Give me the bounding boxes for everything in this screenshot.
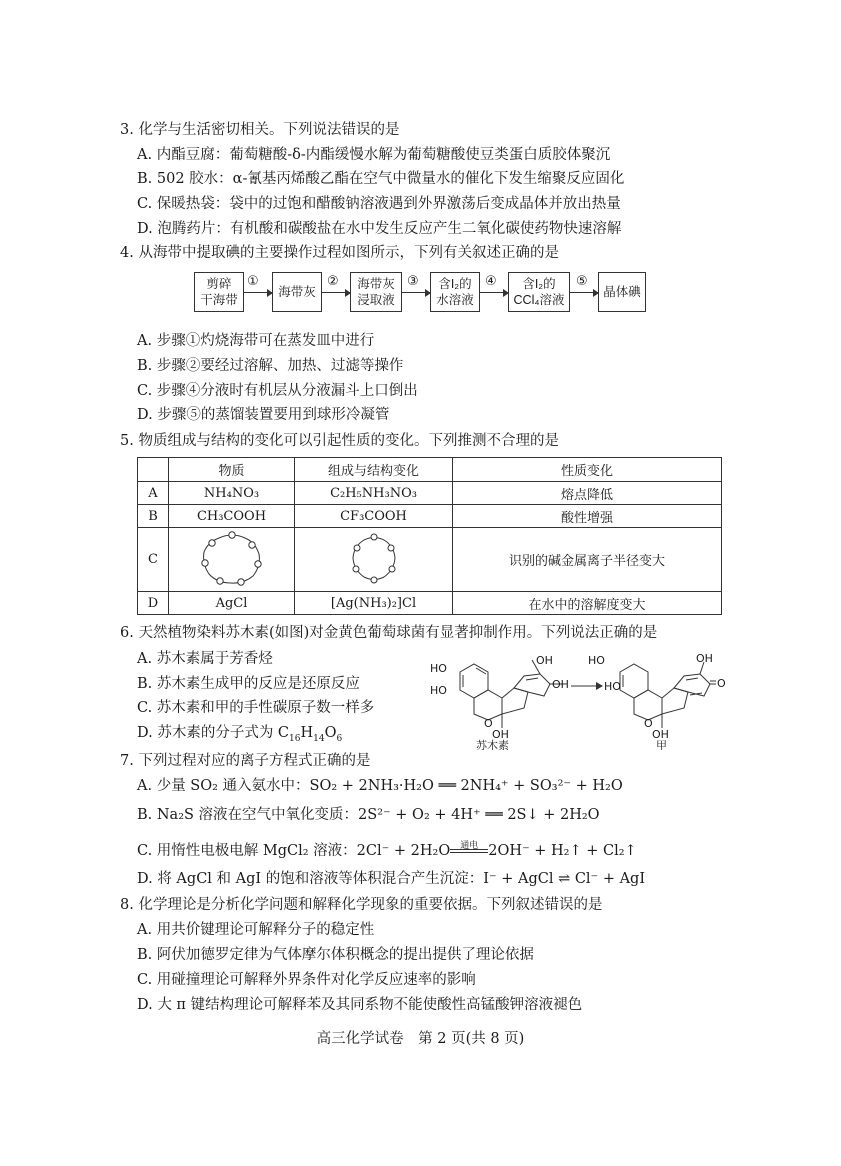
table-row xyxy=(138,528,722,592)
q7-option-d: D. 将 AgCl 和 AgI 的饱和溶液等体积混合产生沉淀：I⁻ + AgCl ⇌ Cl⁻ + AgI xyxy=(137,871,646,887)
row-label: C xyxy=(138,528,169,592)
row-change: CF₃COOH xyxy=(295,505,453,528)
row-substance: AgCl xyxy=(169,592,295,615)
row-property: 在水中的溶解度变大 xyxy=(453,592,722,615)
row-change: C₂H₅NH₃NO₃ xyxy=(295,482,453,505)
q7-option-c: C. 用惰性电极电解 MgCl₂ 溶液：2Cl⁻ + 2H₂O 通电 2OH⁻ + H₂↑ + Cl₂↑ xyxy=(137,842,637,860)
row-property: 熔点降低 xyxy=(453,482,722,505)
brazilin-structure xyxy=(460,660,564,728)
table-header: 物质 xyxy=(169,458,295,482)
q3-option-a: A. 内酯豆腐：葡萄糖酸-δ-内酯缓慢水解为葡萄糖酸使豆类蛋白质胶体聚沉 xyxy=(137,147,611,163)
oh-label: OH xyxy=(492,728,509,741)
row-substance: NH₄NO₃ xyxy=(169,482,295,505)
q3-option-d: D. 泡腾药片：有机酸和碳酸盐在水中发生反应产生二氧化碳使药物快速溶解 xyxy=(137,221,622,237)
flow-step-3: ③ xyxy=(407,274,419,289)
q3-option-c: C. 保暖热袋：袋中的过饱和醋酸钠溶液遇到外界激荡后变成晶体并放出热量 xyxy=(137,196,621,212)
q4-option-b: B. 步骤②要经过溶解、加热、过滤等操作 xyxy=(137,358,404,374)
brazilin-reaction-diagram xyxy=(428,650,726,750)
flow-step-2: ② xyxy=(327,274,339,289)
table-header xyxy=(138,458,169,482)
product-structure xyxy=(620,662,716,728)
q7-option-a: A. 少量 SO₂ 通入氨水中：SO₂ + 2NH₃·H₂O ══ 2NH₄⁺ + SO₃²⁻ + H₂O xyxy=(137,778,623,794)
flow-box-kelp-ash: 海带灰 xyxy=(272,272,322,312)
flow-arrow xyxy=(244,292,272,293)
flow-step-1: ① xyxy=(247,274,259,289)
row-label: D xyxy=(138,592,169,615)
oh-label: HO xyxy=(430,662,447,675)
mol1-label: 苏木素 xyxy=(476,739,509,750)
table-row xyxy=(138,482,722,505)
table-row xyxy=(138,592,722,615)
table-header: 性质变化 xyxy=(453,458,722,482)
q4-option-d: D. 步骤⑤的蒸馏装置要用到球形冷凝管 xyxy=(137,407,390,423)
q7-stem: 7. 下列过程对应的离子方程式正确的是 xyxy=(120,753,371,769)
page-footer: 高三化学试卷 第 2 页(共 8 页) xyxy=(316,1031,525,1047)
q6-stem: 6. 天然植物染料苏木素(如图)对金黄色葡萄球菌有显著抑制作用。下列说法正确的是 xyxy=(120,625,658,641)
flow-box-iodine-ccl4: 含I₂的 CCl₄溶液 xyxy=(508,272,570,312)
q8-option-b: B. 阿伏加德罗定律为气体摩尔体积概念的提出提供了理论依据 xyxy=(137,947,534,963)
q3-option-b: B. 502 胶水：α-氰基丙烯酸乙酯在空气中微量水的催化下发生缩聚反应固化 xyxy=(137,171,625,187)
q4-stem: 4. 从海带中提取碘的主要操作过程如图所示，下列有关叙述正确的是 xyxy=(120,245,559,261)
q4-option-a: A. 步骤①灼烧海带可在蒸发皿中进行 xyxy=(137,333,375,349)
q6-option-b: B. 苏木素生成甲的反应是还原反应 xyxy=(137,676,360,692)
q3-stem: 3. 化学与生活密切相关。下列说法错误的是 xyxy=(120,122,400,138)
q5-table xyxy=(137,457,722,615)
table-header: 组成与结构变化 xyxy=(295,458,453,482)
q8-stem: 8. 化学理论是分析化学问题和解释化学现象的重要依据。下列叙述错误的是 xyxy=(120,897,603,913)
q8-option-c: C. 用碰撞理论可解释外界条件对化学反应速率的影响 xyxy=(137,972,476,988)
oh-label: OH xyxy=(552,678,569,691)
flow-arrow xyxy=(570,292,598,293)
q6-option-c: C. 苏木素和甲的手性碳原子数一样多 xyxy=(137,700,375,716)
o-label: O xyxy=(717,677,726,690)
oh-label: HO xyxy=(430,684,447,697)
flow-arrow xyxy=(480,292,508,293)
crown-ether-small xyxy=(295,528,453,592)
oh-label: HO xyxy=(604,680,621,693)
q8-option-a: A. 用共价键理论可解释分子的稳定性 xyxy=(137,922,375,938)
flow-box-iodine-crystal: 晶体碘 xyxy=(598,272,646,312)
reaction-arrow-head xyxy=(596,682,603,690)
oh-label: OH xyxy=(536,654,553,667)
row-label: B xyxy=(138,505,169,528)
row-substance: CH₃COOH xyxy=(169,505,295,528)
oh-label: HO xyxy=(588,654,605,667)
iodine-extraction-flowchart xyxy=(194,270,641,320)
q7-option-b: B. Na₂S 溶液在空气中氧化变质：2S²⁻ + O₂ + 4H⁺ ══ 2S↓ + 2H₂O xyxy=(137,807,600,823)
flow-step-5: ⑤ xyxy=(576,274,588,289)
row-property: 识别的碱金属离子半径变大 xyxy=(453,528,722,592)
crown-ether-large xyxy=(169,528,295,592)
flow-arrow xyxy=(322,292,350,293)
electrolysis-condition: 通电 xyxy=(460,841,479,851)
table-header-row xyxy=(138,458,722,482)
table-row xyxy=(138,505,722,528)
row-change: [Ag(NH₃)₂]Cl xyxy=(295,592,453,615)
flow-step-4: ④ xyxy=(485,274,497,289)
oh-label: OH xyxy=(652,728,669,741)
mol2-label: 甲 xyxy=(656,739,667,750)
q8-option-d: D. 大 π 键结构理论可解释苯及其同系物不能使酸性高锰酸钾溶液褪色 xyxy=(137,997,583,1013)
q6-option-a: A. 苏木素属于芳香烃 xyxy=(137,651,273,667)
row-label: A xyxy=(138,482,169,505)
flow-box-cut-kelp: 剪碎 干海带 xyxy=(194,272,244,312)
row-property: 酸性增强 xyxy=(453,505,722,528)
flow-box-iodine-aqueous: 含I₂的 水溶液 xyxy=(430,272,480,312)
o-label: O xyxy=(644,717,653,730)
q5-stem: 5. 物质组成与结构的变化可以引起性质的变化。下列推测不合理的是 xyxy=(120,433,559,449)
flow-arrow xyxy=(402,292,430,293)
q4-option-c: C. 步骤④分液时有机层从分液漏斗上口倒出 xyxy=(137,383,418,399)
q6-option-d: D. 苏木素的分子式为 $C_{16}H_{14}O_6$ xyxy=(137,725,343,744)
oh-label: OH xyxy=(696,652,713,665)
o-label: O xyxy=(484,717,493,730)
flow-box-leachate: 海带灰 浸取液 xyxy=(350,272,402,312)
